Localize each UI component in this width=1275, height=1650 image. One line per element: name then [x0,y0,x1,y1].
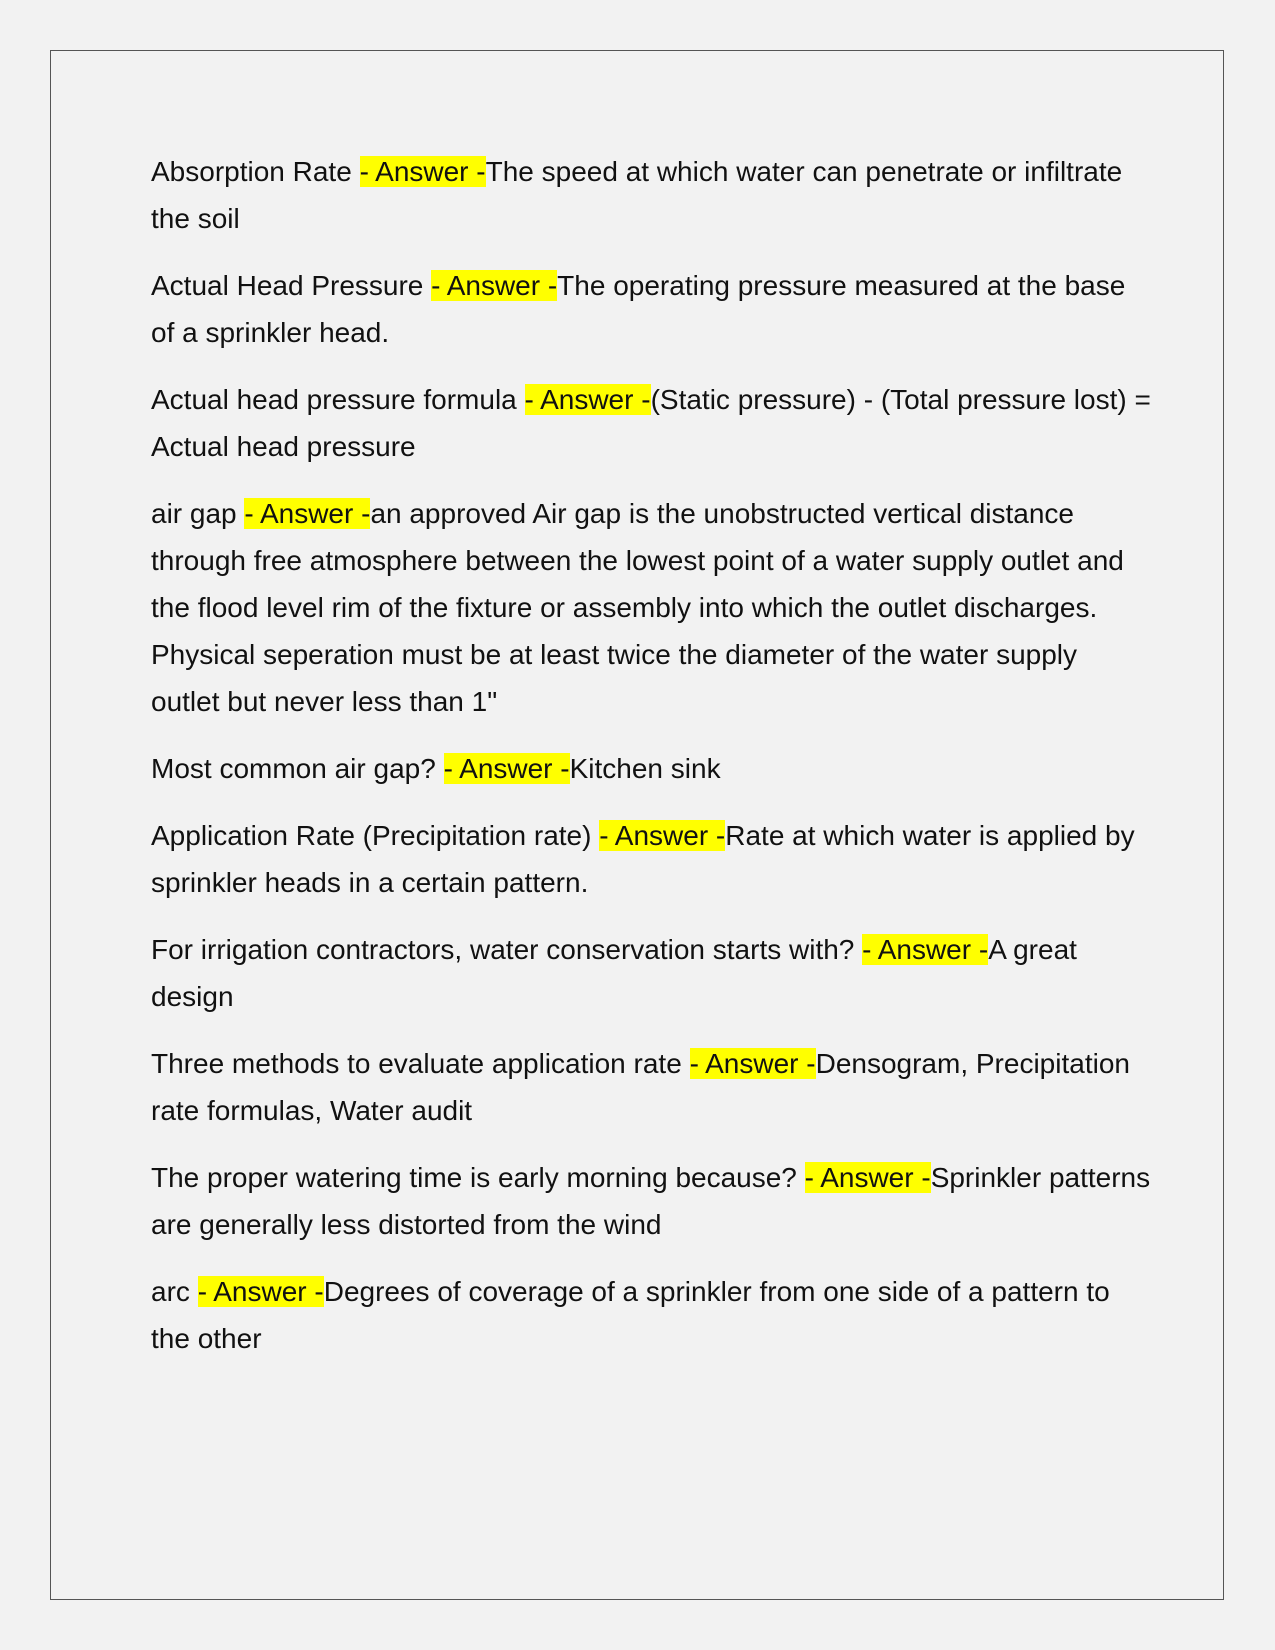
flashcard-entry [151,1268,1151,1362]
entry-answer: (Static pressure) - (Total pressure lost) = Actual head pressure [151,384,1151,462]
entry-answer: Degrees of coverage of a sprinkler from one side of a pattern to the other [151,1276,1110,1354]
document-content [151,148,1151,1382]
entry-term: arc [151,1276,198,1307]
entry-answer: Densogram, Precipitation rate formulas, Water audit [151,1048,1130,1126]
flashcard-entry [151,376,1151,470]
flashcard-entry [151,262,1151,356]
answer-marker: - Answer - [524,384,651,415]
entry-term: Application Rate (Precipitation rate) [151,820,600,851]
entry-answer: an approved Air gap is the unobstructed vertical distance through free atmosphere between the lowest point of a water supply outlet and the flood level rim of the fixture or assembly into which the outlet discharges. Physical seperation must be at least twice the diameter of the water supply outlet but never less than 1" [151,498,1124,717]
flashcard-entry [151,490,1151,725]
entry-answer: The operating pressure measured at the base of a sprinkler head. [151,270,1126,348]
entry-term: air gap [151,498,245,529]
entry-term: Most common air gap? [151,753,444,784]
entry-term: Actual head pressure formula [151,384,525,415]
answer-marker: - Answer - [244,498,371,529]
entry-term: The proper watering time is early morning because? [151,1162,805,1193]
flashcard-entry [151,148,1151,242]
answer-marker: - Answer - [197,1276,324,1307]
entry-term: Three methods to evaluate application rate [151,1048,690,1079]
answer-marker: - Answer - [689,1048,816,1079]
flashcard-entry [151,926,1151,1020]
answer-marker: - Answer - [804,1162,931,1193]
flashcard-entry [151,1154,1151,1248]
entry-term: For irrigation contractors, water conservation starts with? [151,934,863,965]
entry-answer: Sprinkler patterns are generally less distorted from the wind [151,1162,1151,1240]
answer-marker: - Answer - [862,934,989,965]
answer-marker: - Answer - [359,156,486,187]
entry-answer: Kitchen sink [569,753,721,784]
flashcard-entry [151,745,1151,792]
flashcard-entry [151,812,1151,906]
entry-answer: The speed at which water can penetrate or infiltrate the soil [151,156,1123,234]
answer-marker: - Answer - [431,270,558,301]
entry-term: Actual Head Pressure [151,270,432,301]
flashcard-entry [151,1040,1151,1134]
answer-marker: - Answer - [443,753,570,784]
entry-term: Absorption Rate [151,156,360,187]
entry-answer: A great design [151,934,1077,1012]
entry-answer: Rate at which water is applied by sprinkler heads in a certain pattern. [151,820,1135,898]
document-page [50,50,1224,1600]
answer-marker: - Answer - [599,820,726,851]
